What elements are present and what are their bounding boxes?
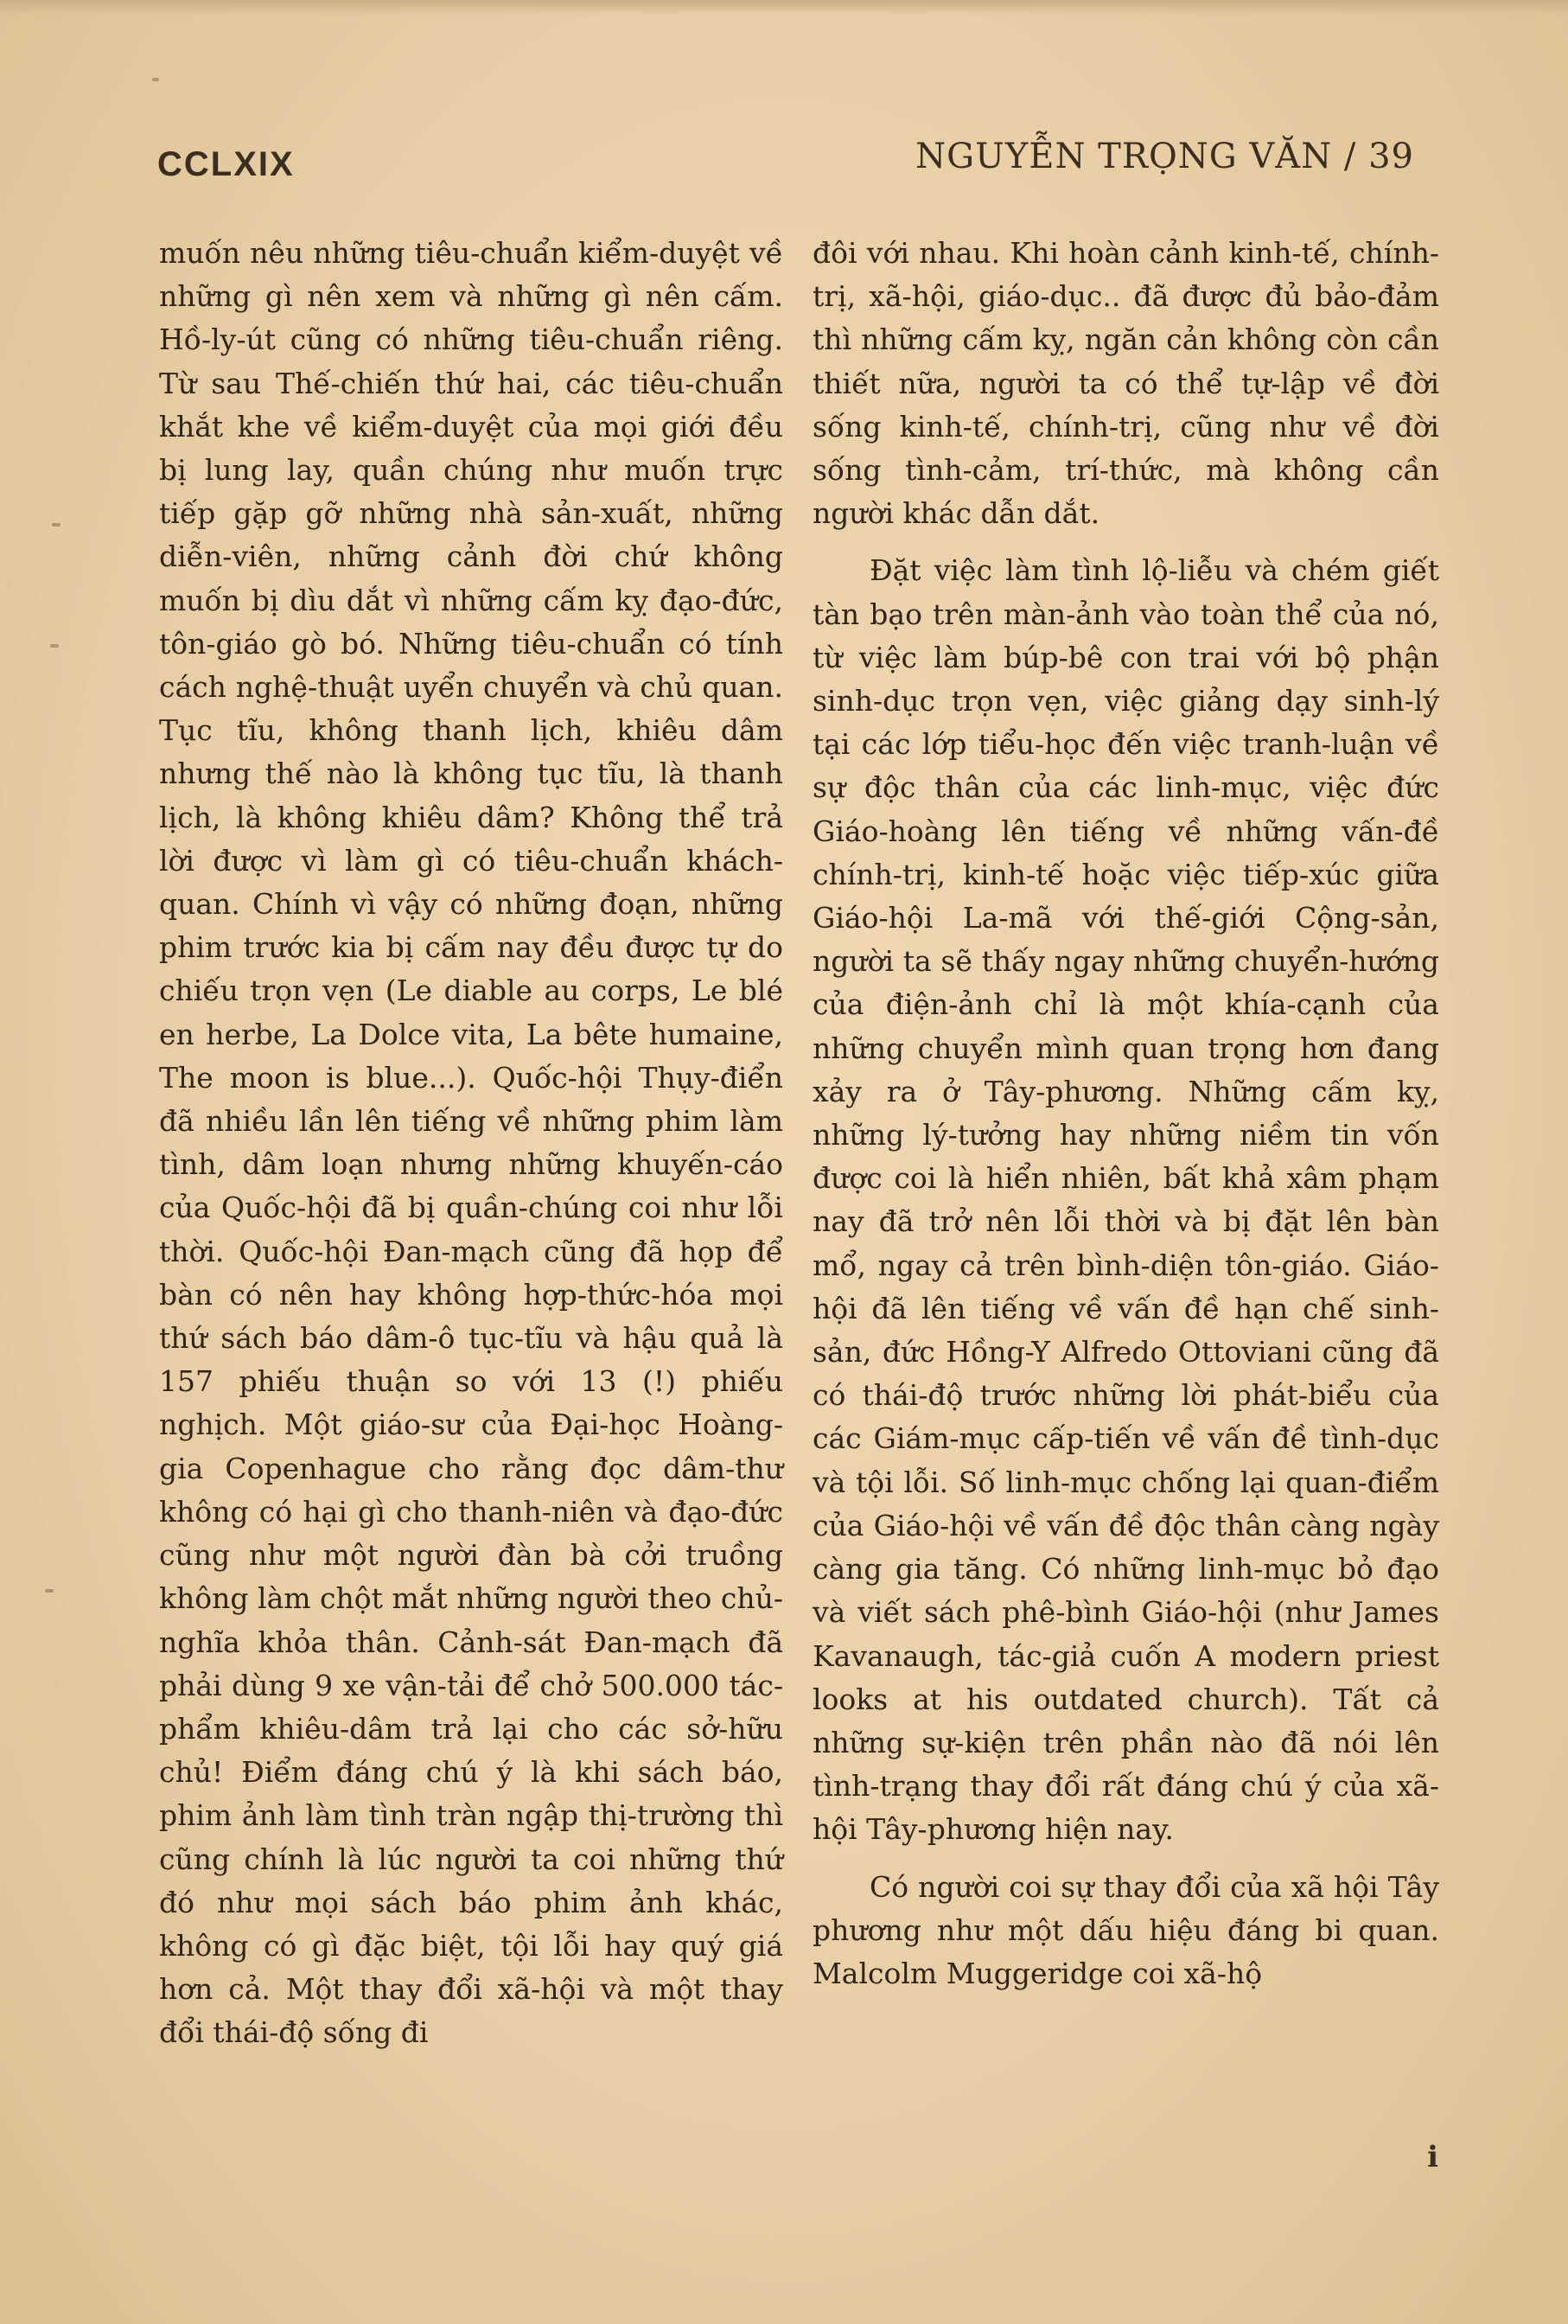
paper-speck (152, 78, 159, 81)
left-paragraph-1: muốn nêu những tiêu-chuẩn kiểm-duyệt về những gì nên xem và những gì nên cấm. Hồ-ly-út cũng có những tiêu-chuẩn riêng. Từ sau Thế-chiến thứ hai, các tiêu-chuẩn khắt khe về kiểm-duyệt của mọi giới đều bị lung lay, quần chúng như muốn trực tiếp gặp gỡ những nhà sản-xuất, những diễn-viên, những cảnh đời chứ không muốn bị dìu dắt vì những cấm kỵ đạo-đức, tôn-giáo gò bó. Những tiêu-chuẩn có tính cách nghệ-thuật uyển chuyển và chủ quan. Tục tĩu, không thanh lịch, khiêu dâm nhưng thế nào là không tục tĩu, là thanh lịch, là không khiêu dâm? Không thể trả lời được vì làm gì có tiêu-chuẩn khách-quan. Chính vì vậy có những đoạn, những phim trước kia bị cấm nay đều được tự do chiếu trọn vẹn (Le diable au corps, Le blé en herbe, La Dolce vita, La bête humaine, The moon is blue...). Quốc-hội Thụy-điển đã nhiều lần lên tiếng về những phim làm tình, dâm loạn nhưng những khuyến-cáo của Quốc-hội đã bị quần-chúng coi như lỗi thời. Quốc-hội Đan-mạch cũng đã họp để bàn có nên hay không hợp-thức-hóa mọi thứ sách báo dâm-ô tục-tĩu và hậu quả là 157 phiếu thuận so với 13 (!) phiếu nghịch. Một giáo-sư của Đại-học Hoàng-gia Copenhague cho rằng đọc dâm-thư không có hại gì cho thanh-niên và đạo-đức cũng như một người đàn bà cởi truồng không làm chột mắt những người theo chủ-nghĩa khỏa thân. Cảnh-sát Đan-mạch đã phải dùng 9 xe vận-tải để chở 500.000 tác-phẩm khiêu-dâm trả lại cho các sở-hữu chủ! Điểm đáng chú ý là khi sách báo, phim ảnh làm tình tràn ngập thị-trường thì cũng chính là lúc người ta coi những thứ đó như mọi sách báo phim ảnh khác, không có gì đặc biệt, tội lỗi hay quý giá hơn cả. Một thay đổi xã-hội và một thay đổi thái-độ sống đi (159, 236, 783, 2050)
left-text-column (159, 232, 783, 2055)
right-paragraph-1: đôi với nhau. Khi hoàn cảnh kinh-tế, chính-trị, xã-hội, giáo-dục.. đã được đủ bảo-đảm thì những cấm kỵ, ngăn cản không còn cần thiết nữa, người ta có thể tự-lập về đời sống kinh-tế, chính-trị, cũng như về đời sống tình-cảm, trí-thức, mà không cần người khác dẫn dắt. (813, 236, 1439, 531)
paper-speck (45, 1589, 54, 1593)
right-paragraph-2: Đặt việc làm tình lộ-liễu và chém giết tàn bạo trên màn-ảnh vào toàn thể của nó, từ việc làm búp-bê con trai với bộ phận sinh-dục trọn vẹn, việc giảng dạy sinh-lý tại các lớp tiểu-học đến việc tranh-luận về sự độc thân của các linh-mục, việc đức Giáo-hoàng lên tiếng về những vấn-đề chính-trị, kinh-tế hoặc việc tiếp-xúc giữa Giáo-hội La-mã với thế-giới Cộng-sản, người ta sẽ thấy ngay những chuyển-hướng của điện-ảnh chỉ là một khía-cạnh của những chuyển mình quan trọng hơn đang xảy ra ở Tây-phương. Những cấm kỵ, những lý-tưởng hay những niềm tin vốn được coi là hiển nhiên, bất khả xâm phạm nay đã trở nên lỗi thời và bị đặt lên bàn mổ, ngay cả trên bình-diện tôn-giáo. Giáo-hội đã lên tiếng về vấn đề hạn chế sinh-sản, đức Hồng-Y Alfredo Ottoviani cũng đã có thái-độ trước những lời phát-biểu của các Giám-mục cấp-tiến về vấn đề tình-dục và tội lỗi. Số linh-mục chống lại quan-điểm của Giáo-hội về vấn đề độc thân càng ngày càng gia tăng. Có những linh-mục bỏ đạo và viết sách phê-bình Giáo-hội (như James Kavanaugh, tác-giả cuốn A modern priest looks at his outdated church). Tất cả những sự-kiện trên phần nào đã nói lên tình-trạng thay đổi rất đáng chú ý của xã-hội Tây-phương hiện nay. (813, 553, 1439, 1847)
paper-speck (50, 644, 59, 648)
right-text-column (813, 232, 1439, 1995)
page-top-edge (0, 0, 1568, 16)
running-header: NGUYỄN TRỌNG VĂN / 39 (915, 137, 1414, 176)
section-number: CCLXIX (157, 145, 295, 183)
page-corner-mark: i (1427, 2140, 1438, 2174)
paper-speck (52, 523, 61, 527)
right-paragraph-3: Có người coi sự thay đổi của xã hội Tây phương như một dấu hiệu đáng bi quan. Malcolm Muggeridge coi xã-hộ (813, 1869, 1439, 1990)
